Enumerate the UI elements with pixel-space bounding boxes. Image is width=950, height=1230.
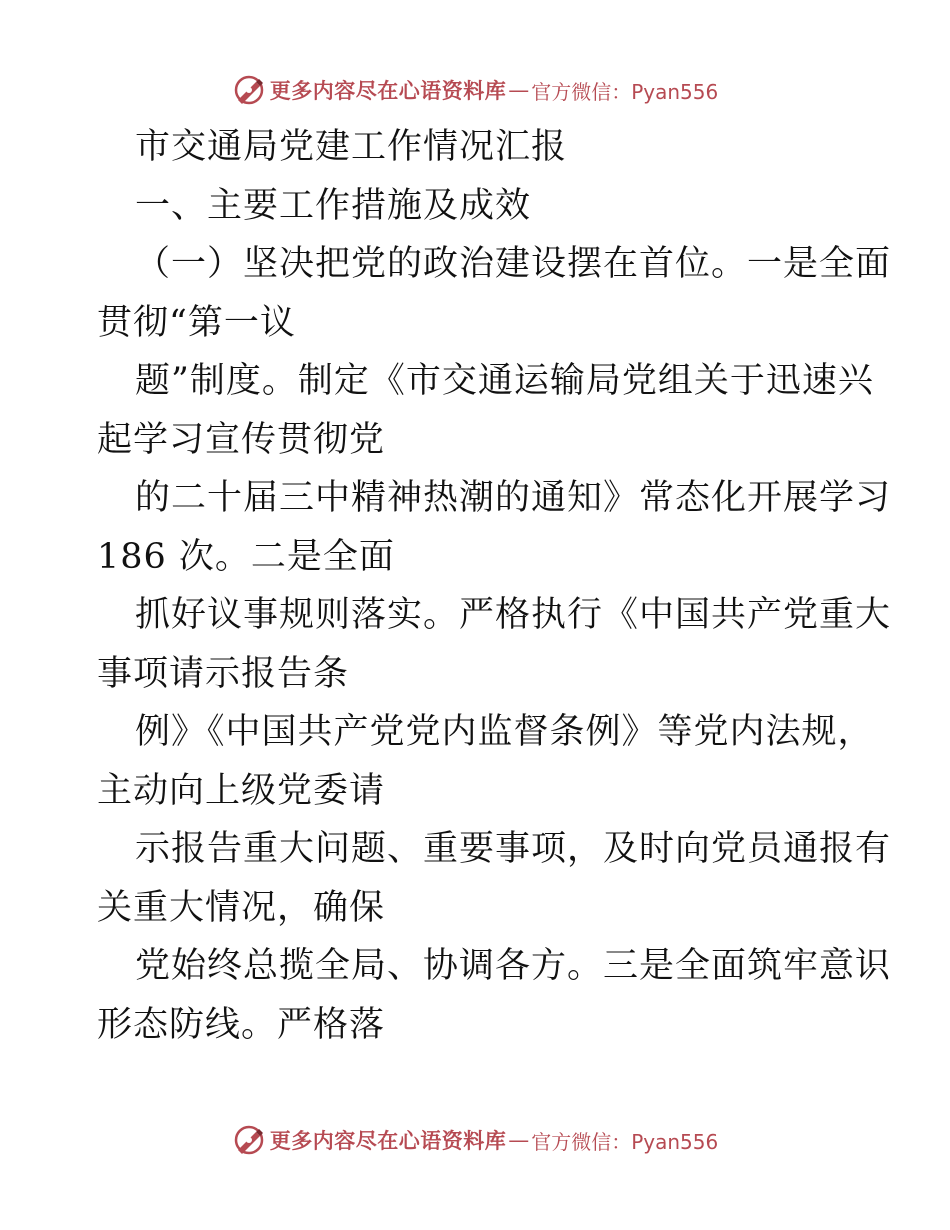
pen-logo-icon — [232, 73, 266, 107]
paragraph-line: 形态防线。严格落 — [97, 1004, 386, 1045]
paragraph-line: 186 次。二是全面 — [97, 536, 395, 577]
paragraph-line: 抓好议事规则落实。严格执行《中国共产党重大 — [135, 595, 892, 635]
banner-separator: — — [508, 1128, 530, 1152]
banner-contact: 官方微信：Pyan556 — [531, 79, 719, 104]
paragraph-line: 党始终总揽全局、协调各方。三是全面筑牢意识 — [135, 946, 892, 986]
paragraph-line: 关重大情况，确保 — [97, 887, 386, 928]
paragraph-line: 主动向上级党委请 — [97, 770, 386, 811]
paragraph-line: 示报告重大问题、重要事项，及时向党员通报有 — [135, 829, 892, 869]
document-title: 市交通局党建工作情况汇报 — [135, 127, 568, 167]
header-banner — [0, 70, 950, 110]
section-heading: 一、主要工作措施及成效 — [135, 185, 532, 226]
pen-logo-icon — [232, 1123, 266, 1157]
banner-text: 更多内容尽在心语资料库 — [269, 1128, 507, 1153]
paragraph-line: 题”制度。制定《市交通运输局党组关于迅速兴 — [135, 361, 874, 401]
paragraph-line: 起学习宣传贯彻党 — [97, 419, 386, 460]
banner-contact: 官方微信：Pyan556 — [531, 1129, 719, 1154]
banner-separator: — — [508, 78, 530, 102]
paragraph-line: 的二十届三中精神热潮的通知》常态化开展学习 — [135, 478, 892, 518]
paragraph-line: （一）坚决把党的政治建设摆在首位。一是全面 — [135, 244, 892, 284]
paragraph-line: 例》《中国共产党党内监督条例》等党内法规， — [135, 712, 874, 752]
paragraph-line: 贯彻“第一议 — [97, 302, 296, 343]
banner-text: 更多内容尽在心语资料库 — [269, 78, 507, 103]
paragraph-line: 事项请示报告条 — [97, 653, 350, 694]
footer-banner — [0, 1120, 950, 1160]
document-body — [97, 118, 892, 1054]
